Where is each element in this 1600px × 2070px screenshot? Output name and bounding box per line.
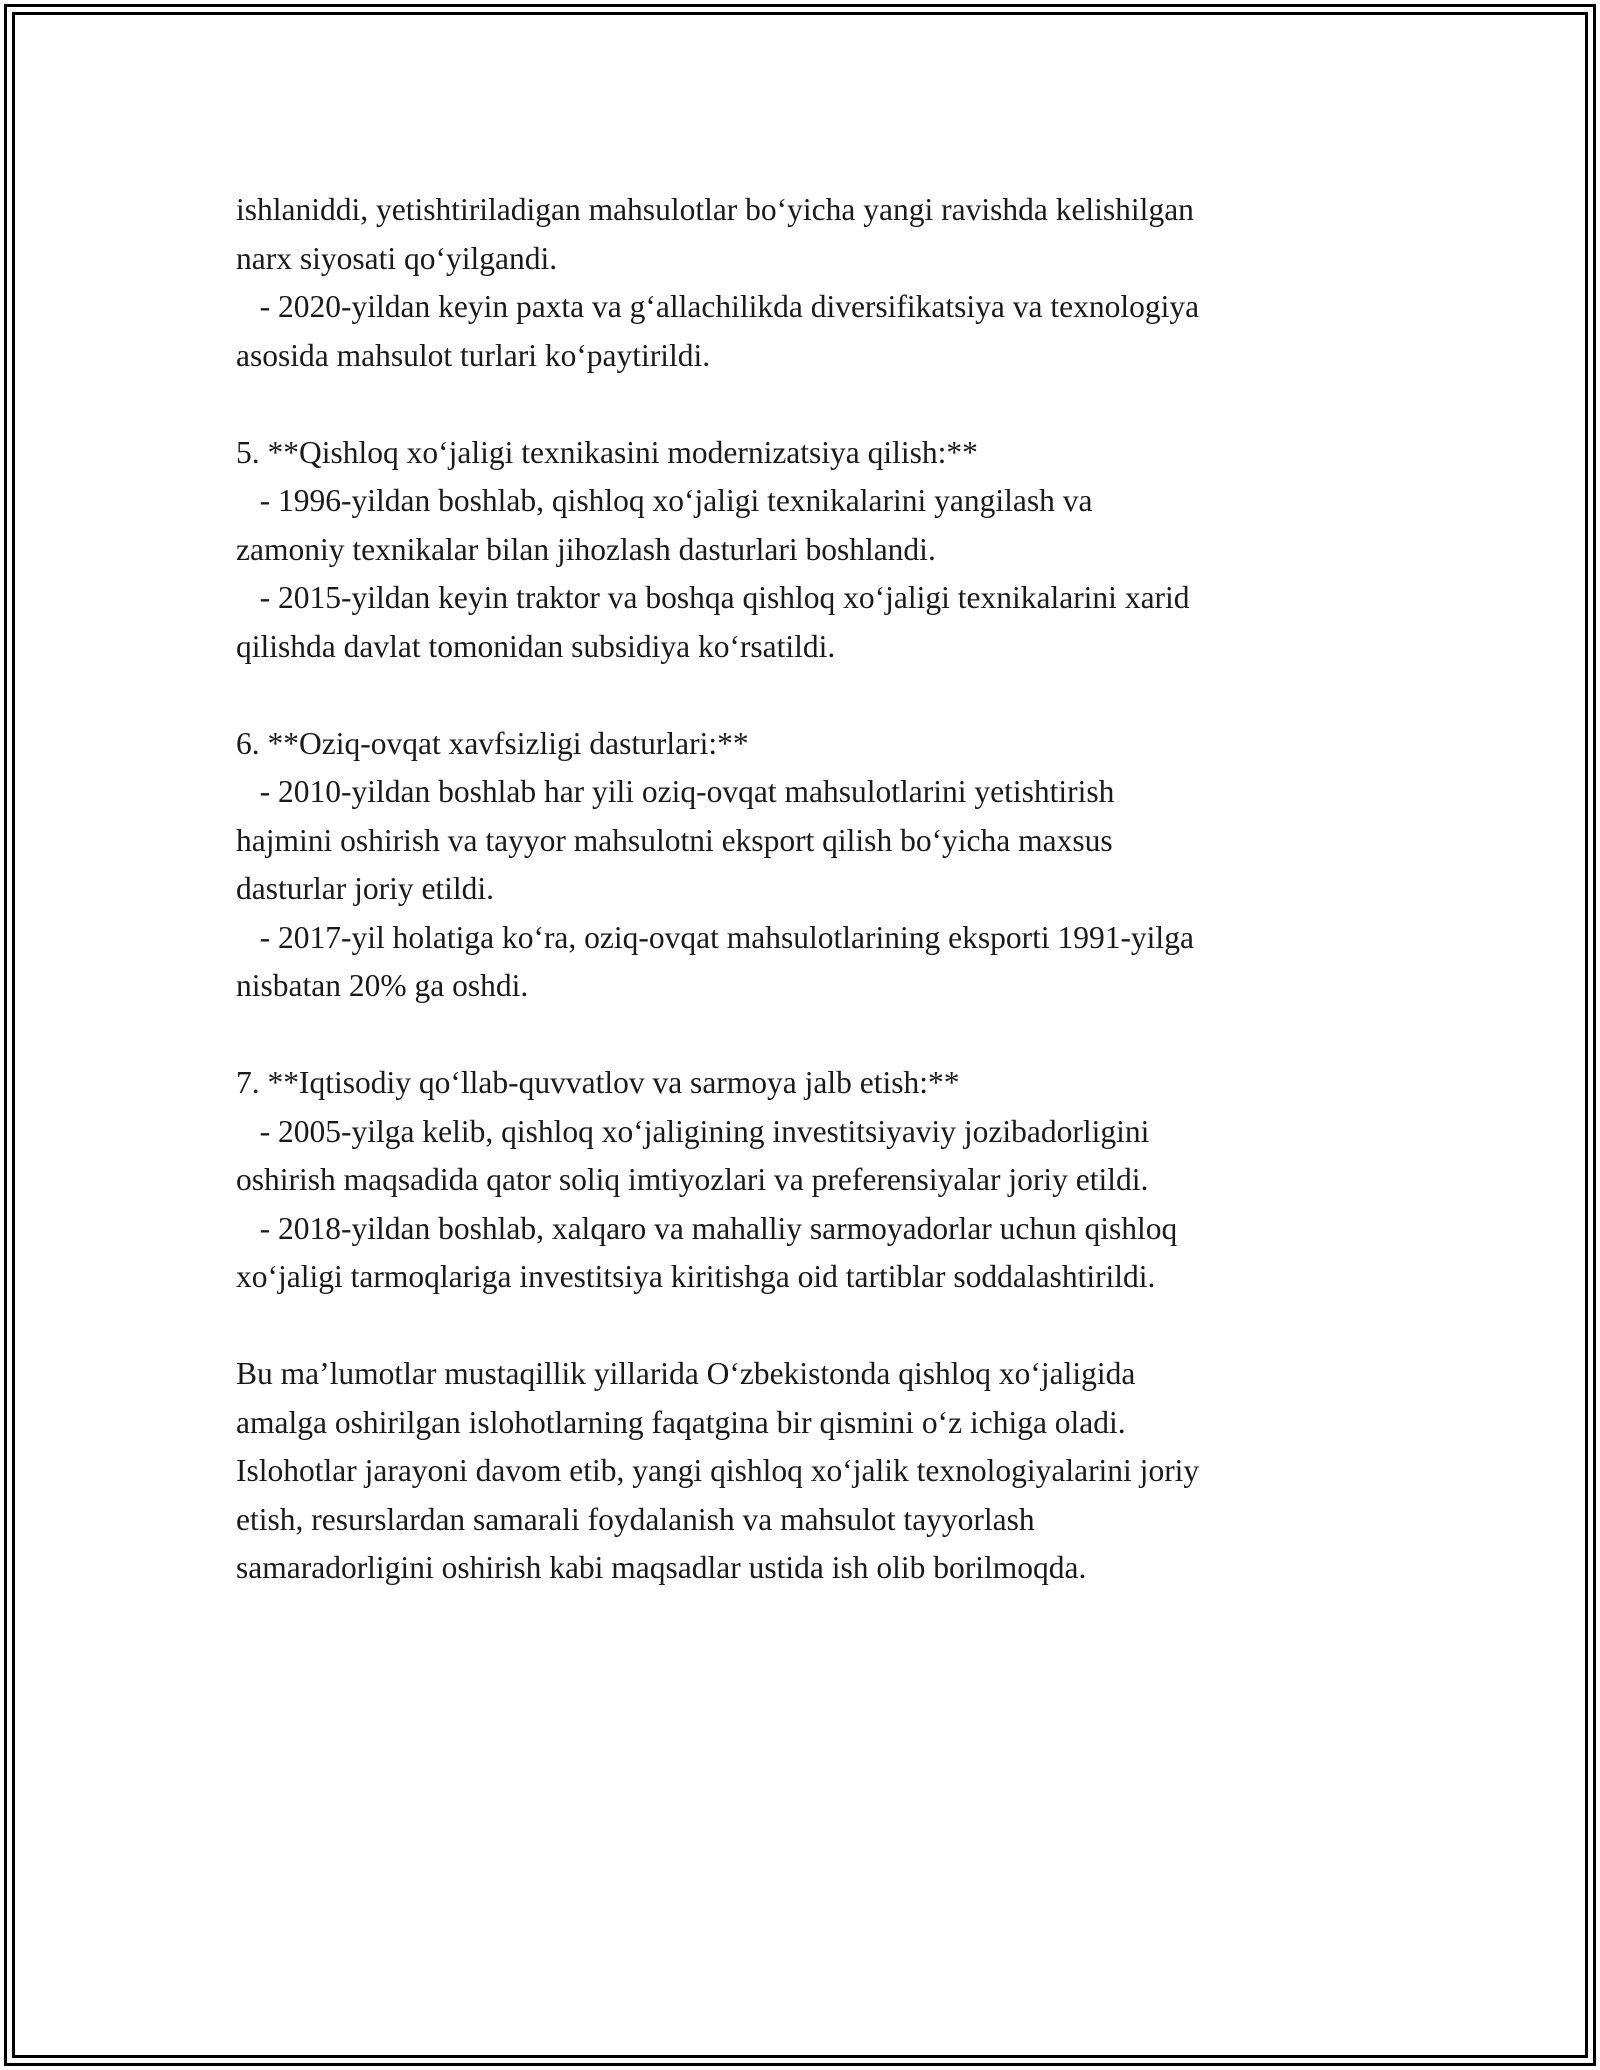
- text-line: - 2010-yildan boshlab har yili oziq-ovqat mahsulotlarini yetishtirish: [236, 774, 1115, 809]
- text-line: - 2020-yildan keyin paxta va gʻallachilikda diversifikatsiya va texnologiya: [236, 289, 1200, 324]
- text-line: - 2005-yilga kelib, qishloq xoʻjaligining investitsiyaviy jozibadorligini: [236, 1113, 1150, 1149]
- text-line: asosida mahsulot turlari koʻpaytirildi.: [236, 337, 711, 373]
- text-line: nisbatan 20% ga oshdi.: [236, 968, 529, 1003]
- section-5: [236, 429, 1386, 672]
- text-line: hajmini oshirish va tayyor mahsulotni eksport qilish boʻyicha maxsus: [236, 822, 1113, 858]
- text-line: Bu maʼlumotlar mustaqillik yillarida Oʻzbekistonda qishloq xoʻjaligida: [236, 1356, 1136, 1391]
- paragraph-gap: [236, 380, 1386, 429]
- text-line: narx siyosati qoʻyilgandi.: [236, 240, 558, 276]
- text-line: Islohotlar jarayoni davom etib, yangi qishloq xoʻjalik texnologiyalarini joriy: [236, 1453, 1200, 1488]
- text-line: - 2017-yil holatiga koʻra, oziq-ovqat mahsulotlarining eksporti 1991-yilga: [236, 919, 1194, 955]
- text-line: - 1996-yildan boshlab, qishloq xoʻjaligi texnikalarini yangilash va: [236, 483, 1093, 518]
- section-heading: 6. **Oziq-ovqat xavfsizligi dasturlari:**: [236, 725, 749, 761]
- text-line: xoʻjaligi tarmoqlariga investitsiya kiritishga oid tartiblar soddalashtirildi.: [236, 1259, 1156, 1294]
- text-line: ishlaniddi, yetishtiriladigan mahsulotlar boʻyicha yangi ravishda kelishilgan: [236, 192, 1194, 227]
- paragraph-gap: [236, 1011, 1386, 1060]
- text-line: oshirish maqsadida qator soliq imtiyozlari va preferensiyalar joriy etildi.: [236, 1162, 1149, 1197]
- text-line: etish, resurslardan samarali foydalanish va mahsulot tayyorlash: [236, 1501, 1035, 1537]
- text-line: samaradorligini oshirish kabi maqsadlar ustida ish olib borilmoqda.: [236, 1550, 1087, 1585]
- text-line: - 2015-yildan keyin traktor va boshqa qishloq xoʻjaligi texnikalarini xarid: [236, 580, 1190, 615]
- text-line: - 2018-yildan boshlab, xalqaro va mahalliy sarmoyadorlar uchun qishloq: [236, 1210, 1178, 1246]
- paragraph-gap: [236, 1302, 1386, 1351]
- document-body: [236, 186, 1386, 1593]
- paragraph-continuation: [236, 186, 1386, 380]
- section-heading: 7. **Iqtisodiy qoʻllab-quvvatlov va sarmoya jalb etish:**: [236, 1065, 960, 1100]
- text-line: dasturlar joriy etildi.: [236, 871, 495, 906]
- text-line: amalga oshirilgan islohotlarning faqatgina bir qismini oʻz ichiga oladi.: [236, 1404, 1126, 1440]
- section-heading: 5. **Qishloq xoʻjaligi texnikasini modernizatsiya qilish:**: [236, 434, 978, 470]
- section-7: [236, 1059, 1386, 1302]
- text-line: zamoniy texnikalar bilan jihozlash dasturlari boshlandi.: [236, 531, 936, 567]
- paragraph-gap: [236, 671, 1386, 720]
- conclusion-paragraph: [236, 1350, 1386, 1593]
- section-6: [236, 720, 1386, 1011]
- text-line: qilishda davlat tomonidan subsidiya koʻrsatildi.: [236, 628, 836, 664]
